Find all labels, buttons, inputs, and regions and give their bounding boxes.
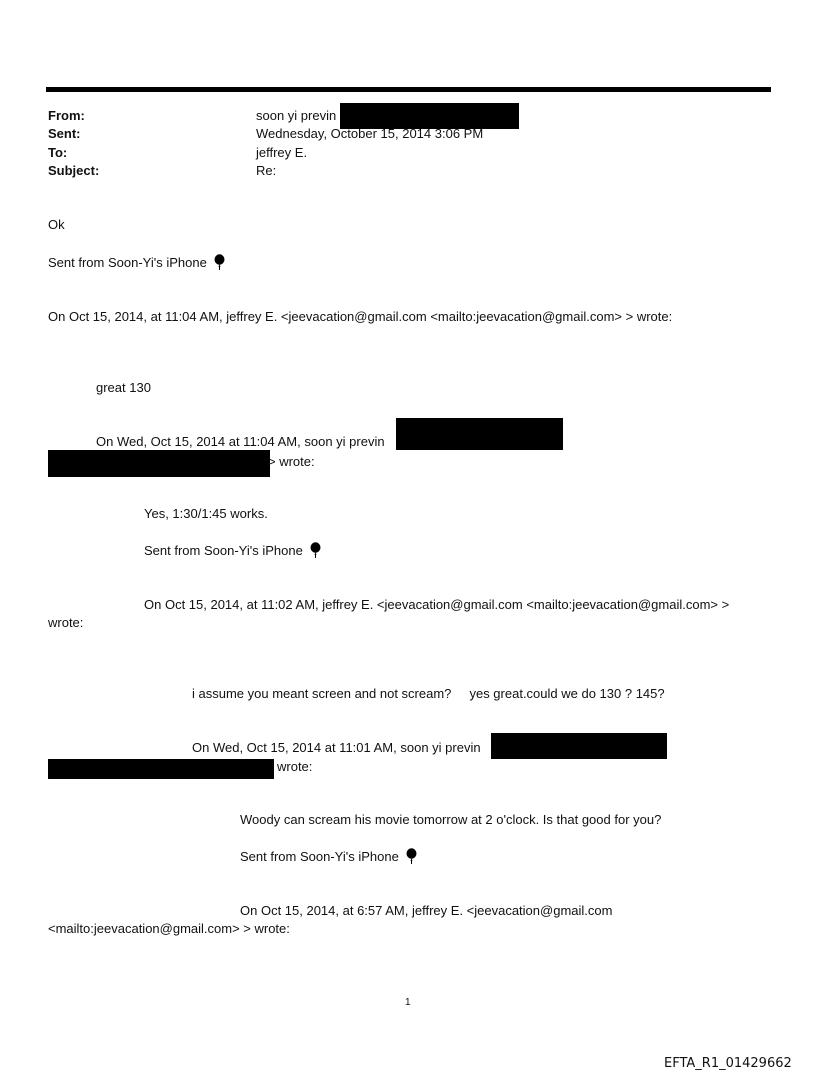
from-label: From: — [48, 108, 85, 123]
balloon-icon — [406, 848, 417, 864]
header-rule — [46, 87, 771, 92]
bates-number: EFTA_R1_01429662 — [664, 1056, 792, 1071]
quote-text: Woody can scream his movie tomorrow at 2 o'clock. Is that good for you? — [240, 812, 662, 827]
sent-value: Wednesday, October 15, 2014 3:06 PM — [256, 126, 484, 141]
page-number: 1 — [405, 997, 411, 1008]
reply-text: Ok — [48, 217, 65, 232]
balloon-icon — [310, 542, 321, 558]
quote-header-continuation: wrote: — [48, 615, 84, 630]
to-label: To: — [48, 145, 68, 160]
quote-header: On Wed, Oct 15, 2014 at 11:01 AM, soon yi previn — [192, 740, 481, 755]
quote-header: On Oct 15, 2014, at 11:02 AM, jeffrey E. <jeevacation@gmail.com <mailto:jeevacation@gmail.com> > — [144, 597, 730, 612]
redaction-box — [491, 733, 667, 759]
quote-text: great 130 — [96, 380, 151, 395]
sent-label: Sent: — [48, 126, 81, 141]
quote-header: On Wed, Oct 15, 2014 at 11:04 AM, soon yi previn — [96, 434, 385, 449]
signature-line — [240, 849, 399, 865]
signature-text: Sent from Soon-Yi's iPhone — [240, 849, 399, 864]
quote-header: On Oct 15, 2014, at 6:57 AM, jeffrey E. <jeevacation@gmail.com — [240, 903, 613, 918]
to-value: jeffrey E. — [256, 145, 308, 160]
quote-text: Yes, 1:30/1:45 works. — [144, 506, 268, 521]
signature-line — [48, 255, 207, 271]
redaction-box — [396, 418, 563, 450]
subject-label: Subject: — [48, 163, 100, 178]
quote-header: On Oct 15, 2014, at 11:04 AM, jeffrey E. <jeevacation@gmail.com <mailto:jeevacation@gmail.com> > wrote: — [48, 309, 673, 324]
signature-line — [144, 543, 303, 559]
quote-text: i assume you meant screen and not scream? yes great.could we do 130 ? 145? — [192, 686, 665, 701]
redaction-box — [48, 450, 270, 477]
subject-value: Re: — [256, 163, 277, 178]
from-value: soon yi previn — [256, 108, 337, 123]
quote-header-continuation: <mailto:jeevacation@gmail.com> > wrote: — [48, 921, 290, 936]
quote-header-continuation: wrote: — [277, 759, 313, 774]
balloon-icon — [214, 254, 225, 270]
quote-header-continuation: > wrote: — [268, 454, 315, 469]
signature-text: Sent from Soon-Yi's iPhone — [144, 543, 303, 558]
signature-text: Sent from Soon-Yi's iPhone — [48, 255, 207, 270]
redaction-box — [48, 759, 274, 779]
